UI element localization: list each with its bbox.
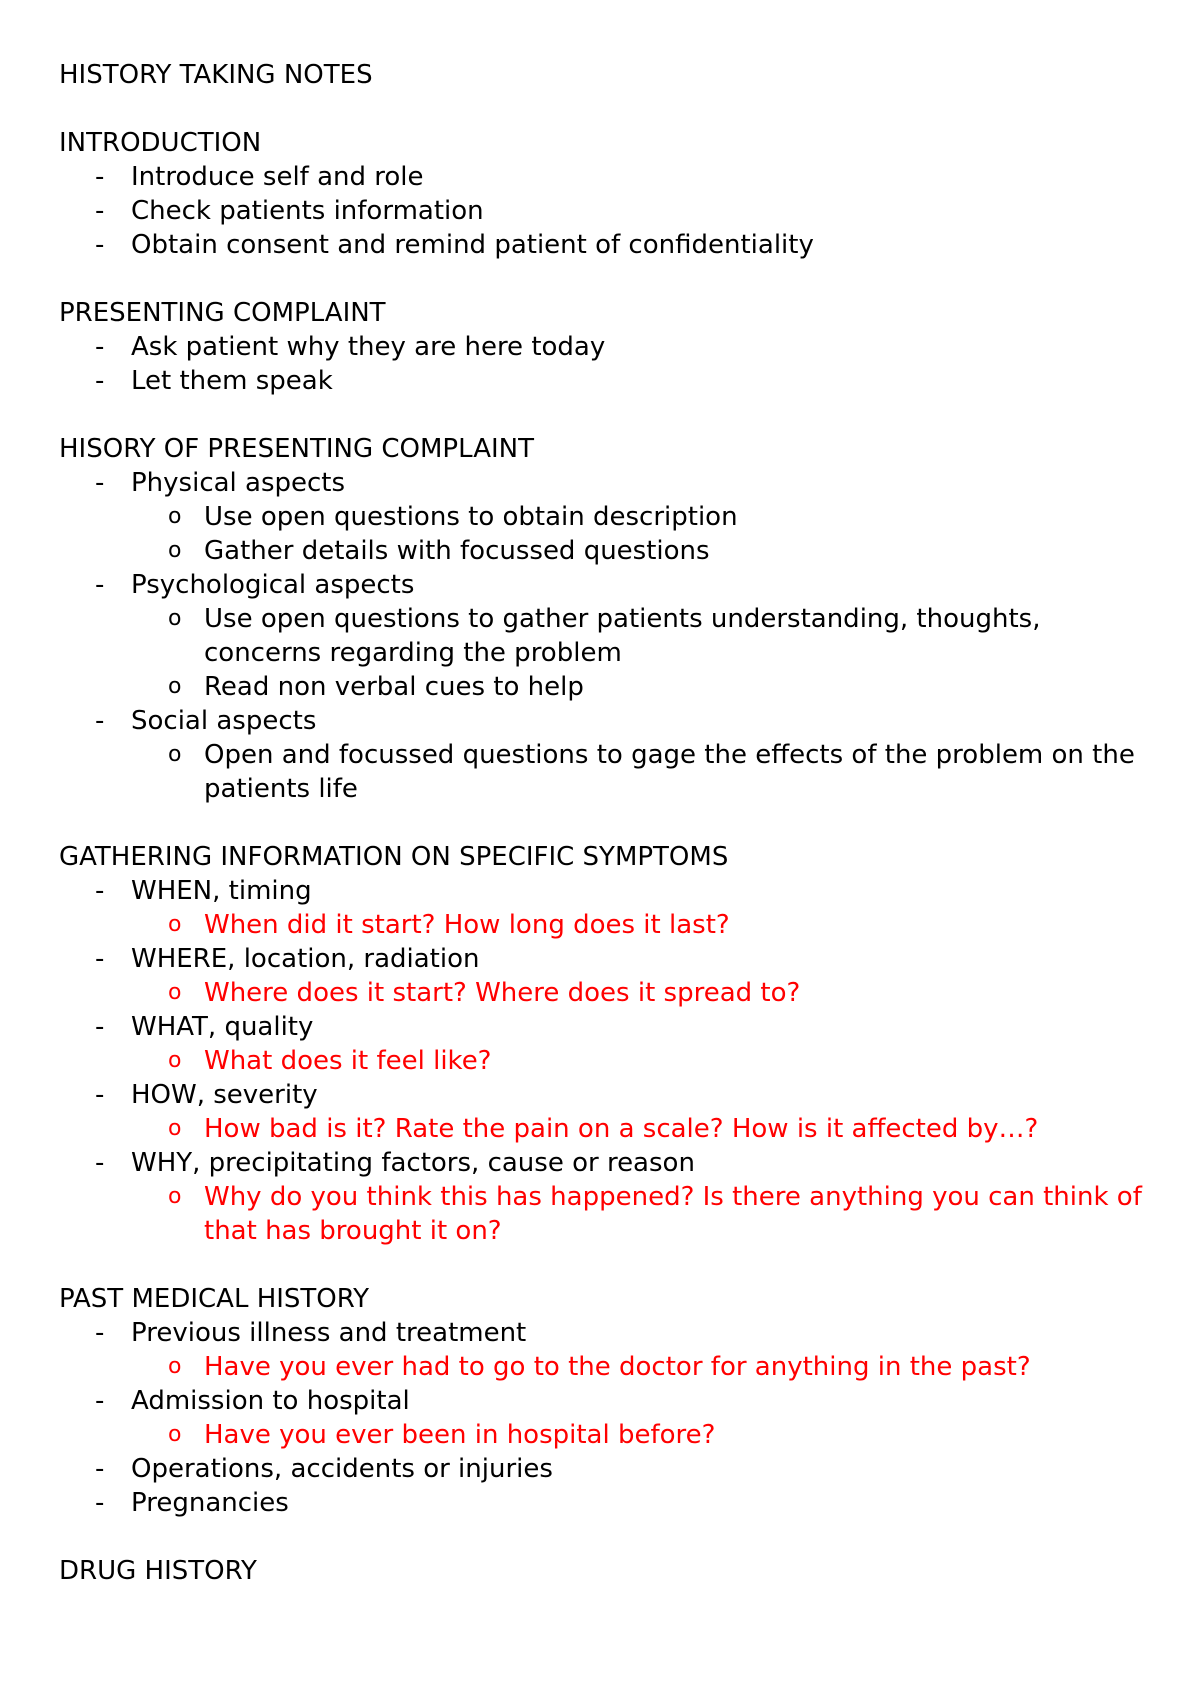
dash-bullet: - — [95, 162, 105, 192]
dash-bullet: - — [95, 876, 105, 906]
dash-bullet: - — [95, 468, 105, 498]
spacer — [59, 1248, 1159, 1282]
dash-bullet: - — [95, 196, 105, 226]
spacer — [59, 262, 1159, 296]
list-item — [59, 704, 1159, 738]
circle-bullet: o — [168, 538, 182, 563]
circle-bullet: o — [168, 912, 182, 937]
circle-bullet: o — [168, 980, 182, 1005]
circle-bullet: o — [168, 1048, 182, 1073]
sub-list-item — [59, 738, 1159, 806]
list-item — [59, 1146, 1159, 1180]
list-item — [59, 194, 1159, 228]
page-title: HISTORY TAKING NOTES — [59, 60, 373, 90]
section-heading-drug-history: DRUG HISTORY — [59, 1556, 257, 1586]
question-text: Why do you think this has happened? Is there anything you can think of that has brought it on? — [204, 1182, 1142, 1246]
list-item — [59, 874, 1159, 908]
section-heading-presenting-complaint: PRESENTING COMPLAINT — [59, 298, 386, 328]
list-item-text: Previous illness and treatment — [131, 1318, 527, 1348]
circle-bullet: o — [168, 606, 182, 631]
dash-bullet: - — [95, 366, 105, 396]
list-item-text: Let them speak — [131, 366, 333, 396]
question-text: What does it feel like? — [204, 1046, 492, 1076]
question-text: Have you ever been in hospital before? — [204, 1420, 716, 1450]
sub-list-item-text: Read non verbal cues to help — [204, 672, 584, 702]
spacer — [59, 806, 1159, 840]
sub-list-item-text: Use open questions to obtain description — [204, 502, 738, 532]
list-item — [59, 364, 1159, 398]
dash-bullet: - — [95, 944, 105, 974]
list-item-text: Social aspects — [131, 706, 317, 736]
question-text: When did it start? How long does it last? — [204, 910, 730, 940]
list-item-text: Pregnancies — [131, 1488, 289, 1518]
list-item — [59, 330, 1159, 364]
list-item — [59, 568, 1159, 602]
sub-list-item-question — [59, 1044, 1159, 1078]
section-heading-past-medical-history: PAST MEDICAL HISTORY — [59, 1284, 370, 1314]
list-item — [59, 1078, 1159, 1112]
list-item-text: Operations, accidents or injuries — [131, 1454, 553, 1484]
dash-bullet: - — [95, 1148, 105, 1178]
section-heading-specific-symptoms: GATHERING INFORMATION ON SPECIFIC SYMPTOMS — [59, 842, 729, 872]
circle-bullet: o — [168, 504, 182, 529]
sub-list-item — [59, 500, 1159, 534]
list-item-text: Introduce self and role — [131, 162, 424, 192]
dash-bullet: - — [95, 706, 105, 736]
list-item — [59, 228, 1159, 262]
sub-list-item-text: Use open questions to gather patients understanding, thoughts, concerns regarding the problem — [204, 604, 1041, 668]
circle-bullet: o — [168, 742, 182, 767]
dash-bullet: - — [95, 570, 105, 600]
circle-bullet: o — [168, 1184, 182, 1209]
sub-list-item-question — [59, 1418, 1159, 1452]
sub-list-item-text: Open and focussed questions to gage the effects of the problem on the patients life — [204, 740, 1135, 804]
sub-list-item-question — [59, 908, 1159, 942]
question-text: Where does it start? Where does it spread to? — [204, 978, 801, 1008]
dash-bullet: - — [95, 1012, 105, 1042]
list-item — [59, 942, 1159, 976]
spacer — [59, 92, 1159, 126]
list-item-text: HOW, severity — [131, 1080, 318, 1110]
list-item-text: Obtain consent and remind patient of confidentiality — [131, 230, 814, 260]
dash-bullet: - — [95, 1488, 105, 1518]
list-item — [59, 466, 1159, 500]
sub-list-item-question — [59, 976, 1159, 1010]
question-text: How bad is it? Rate the pain on a scale? How is it affected by…? — [204, 1114, 1039, 1144]
question-text: Have you ever had to go to the doctor for anything in the past? — [204, 1352, 1031, 1382]
dash-bullet: - — [95, 1386, 105, 1416]
section-heading-introduction: INTRODUCTION — [59, 128, 262, 158]
spacer — [59, 398, 1159, 432]
sub-list-item-question — [59, 1350, 1159, 1384]
sub-list-item-text: Gather details with focussed questions — [204, 536, 710, 566]
list-item-text: Physical aspects — [131, 468, 346, 498]
circle-bullet: o — [168, 1116, 182, 1141]
list-item-text: Ask patient why they are here today — [131, 332, 606, 362]
dash-bullet: - — [95, 1454, 105, 1484]
list-item-text: Admission to hospital — [131, 1386, 410, 1416]
list-item — [59, 1316, 1159, 1350]
list-item-text: Psychological aspects — [131, 570, 415, 600]
list-item-text: WHEN, timing — [131, 876, 312, 906]
list-item — [59, 160, 1159, 194]
list-item — [59, 1486, 1159, 1520]
list-item-text: Check patients information — [131, 196, 484, 226]
document-page — [59, 58, 1159, 1588]
list-item-text: WHY, precipitating factors, cause or reason — [131, 1148, 695, 1178]
spacer — [59, 1520, 1159, 1554]
dash-bullet: - — [95, 230, 105, 260]
sub-list-item — [59, 534, 1159, 568]
circle-bullet: o — [168, 1354, 182, 1379]
sub-list-item — [59, 670, 1159, 704]
circle-bullet: o — [168, 674, 182, 699]
dash-bullet: - — [95, 1318, 105, 1348]
dash-bullet: - — [95, 332, 105, 362]
dash-bullet: - — [95, 1080, 105, 1110]
list-item — [59, 1010, 1159, 1044]
section-heading-history-of-presenting-complaint: HISORY OF PRESENTING COMPLAINT — [59, 434, 534, 464]
sub-list-item — [59, 602, 1159, 670]
circle-bullet: o — [168, 1422, 182, 1447]
list-item — [59, 1384, 1159, 1418]
sub-list-item-question — [59, 1112, 1159, 1146]
list-item-text: WHAT, quality — [131, 1012, 314, 1042]
list-item-text: WHERE, location, radiation — [131, 944, 480, 974]
list-item — [59, 1452, 1159, 1486]
sub-list-item-question — [59, 1180, 1159, 1248]
